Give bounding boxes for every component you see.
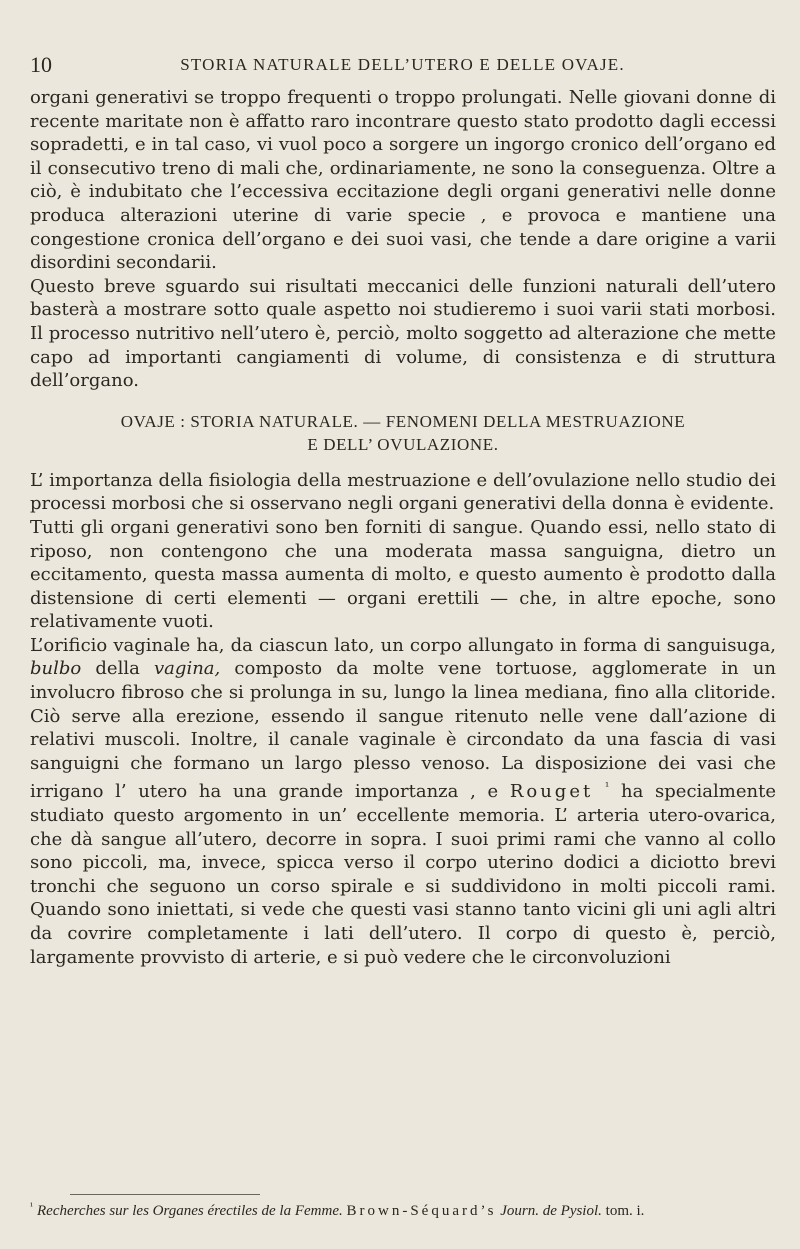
paragraph-5: [30, 634, 776, 969]
paragraph-5-part-a: L’orificio vaginale ha, da ciascun lato, un corpo allungato in forma di sanguisuga,: [30, 634, 776, 656]
footnote-title: Recherches sur les Organes érectiles de la Femme.: [37, 1203, 343, 1219]
paragraph-5-term-bulbo: bulbo: [30, 658, 82, 680]
section-heading-line-1: OVAJE : STORIA NATURALE. — FENOMENI DELLA MESTRUAZIONE: [120, 411, 686, 431]
section-heading-line-2: E DELL’ OVULAZIONE.: [307, 434, 499, 454]
author-rouget: Rouget: [509, 781, 594, 803]
section-heading: [30, 410, 776, 456]
footnote-reference: ¹: [604, 780, 610, 794]
footnote-rule: [70, 1194, 260, 1195]
paragraph-3: L’ importanza della fisiologia della mestruazione e dell’ovulazione nello studio dei processi morbosi che si osservano negli organi generativi della donna è evidente.: [30, 469, 776, 515]
paragraph-5-part-h: ha specialmente studiato questo argomento in un’ eccellente memoria. L’ arteria utero-ovarica, che dà sangue all’utero, decorre in sopra. I suoi primi rami che vanno al collo sono piccoli, ma, invece, spicca verso il corpo uterino dodici a diciotto brevi tronchi che seguono un corso spirale e si suddividono in molti piccoli rami. Quando sono iniettati, si vede che questi vasi stanno tanto vicini gli uni agli altri da covrire completamente i lati dell’utero. Il corpo di questo è, perciò, largamente provvisto di arterie, e si può vedere che le circonvoluzioni: [30, 781, 776, 968]
running-head: [30, 52, 775, 82]
paragraph-5-part-e: composto da molte vene tortuose, agglomerate in un involucro fibroso che si prolunga in su, lungo la linea mediana, fino alla clitoride. Ciò serve alla erezione, essendo il sangue ritenuto nelle vene dall’azione di relativi muscoli. Inoltre, il canale vaginale è circondato da una fascia di vasi sanguigni che formano un largo plesso venoso. La disposizione dei vasi che irrigano l’ utero ha una grande importanza , e: [30, 658, 776, 803]
footnote-volume: tom. i.: [605, 1203, 645, 1219]
body-text: [30, 86, 776, 969]
footnote: [30, 1197, 776, 1221]
footnote-marker: ¹: [30, 1201, 33, 1212]
paragraph-5-term-vagina: vagina,: [154, 658, 221, 680]
page-number: 10: [30, 52, 52, 77]
footnote-author: Brown-Séquard’s: [346, 1203, 497, 1219]
paragraph-1: organi generativi se troppo frequenti o troppo prolungati. Nelle giovani donne di recente maritate non è affatto raro incontrare questo stato prodotto dagli eccessi sopradetti, e in tal caso, vi vuol poco a sorgere un ingorgo cronico dell’organo ed il consecutivo treno di mali che, ordinariamente, ne sono la conseguenza. Oltre a ciò, è indubitato che l’eccessiva eccitazione degli organi generativi nelle donne produca alterazioni uterine di varie specie , e provoca e mantiene una congestione cronica dell’organo e dei suoi vasi, che tende a dare origine a varii disordini secondarii.: [30, 87, 776, 274]
footnote-journal: Journ. de Pysiol.: [500, 1203, 602, 1219]
paragraph-4: Tutti gli organi generativi sono ben forniti di sangue. Quando essi, nello stato di riposo, non contengono che una moderata massa sanguigna, dietro un eccitamento, questa massa aumenta di molto, e questo aumento è prodotto dalla distensione di certi elementi — organi erettili — che, in altre epoche, sono relativamente vuoti.: [30, 516, 776, 633]
header-title: STORIA NATURALE DELL’UTERO E DELLE OVAJE.: [180, 55, 625, 74]
paragraph-5-part-c: della: [81, 658, 155, 680]
paragraph-2: Questo breve sguardo sui risultati meccanici delle funzioni naturali dell’utero basterà a mostrare sotto quale aspetto noi studieremo i suoi varii stati morbosi. Il processo nutritivo nell’utero è, perciò, molto soggetto ad alterazione che mette capo ad importanti cangiamenti di volume, di consistenza e di struttura dell’organo.: [30, 275, 776, 392]
